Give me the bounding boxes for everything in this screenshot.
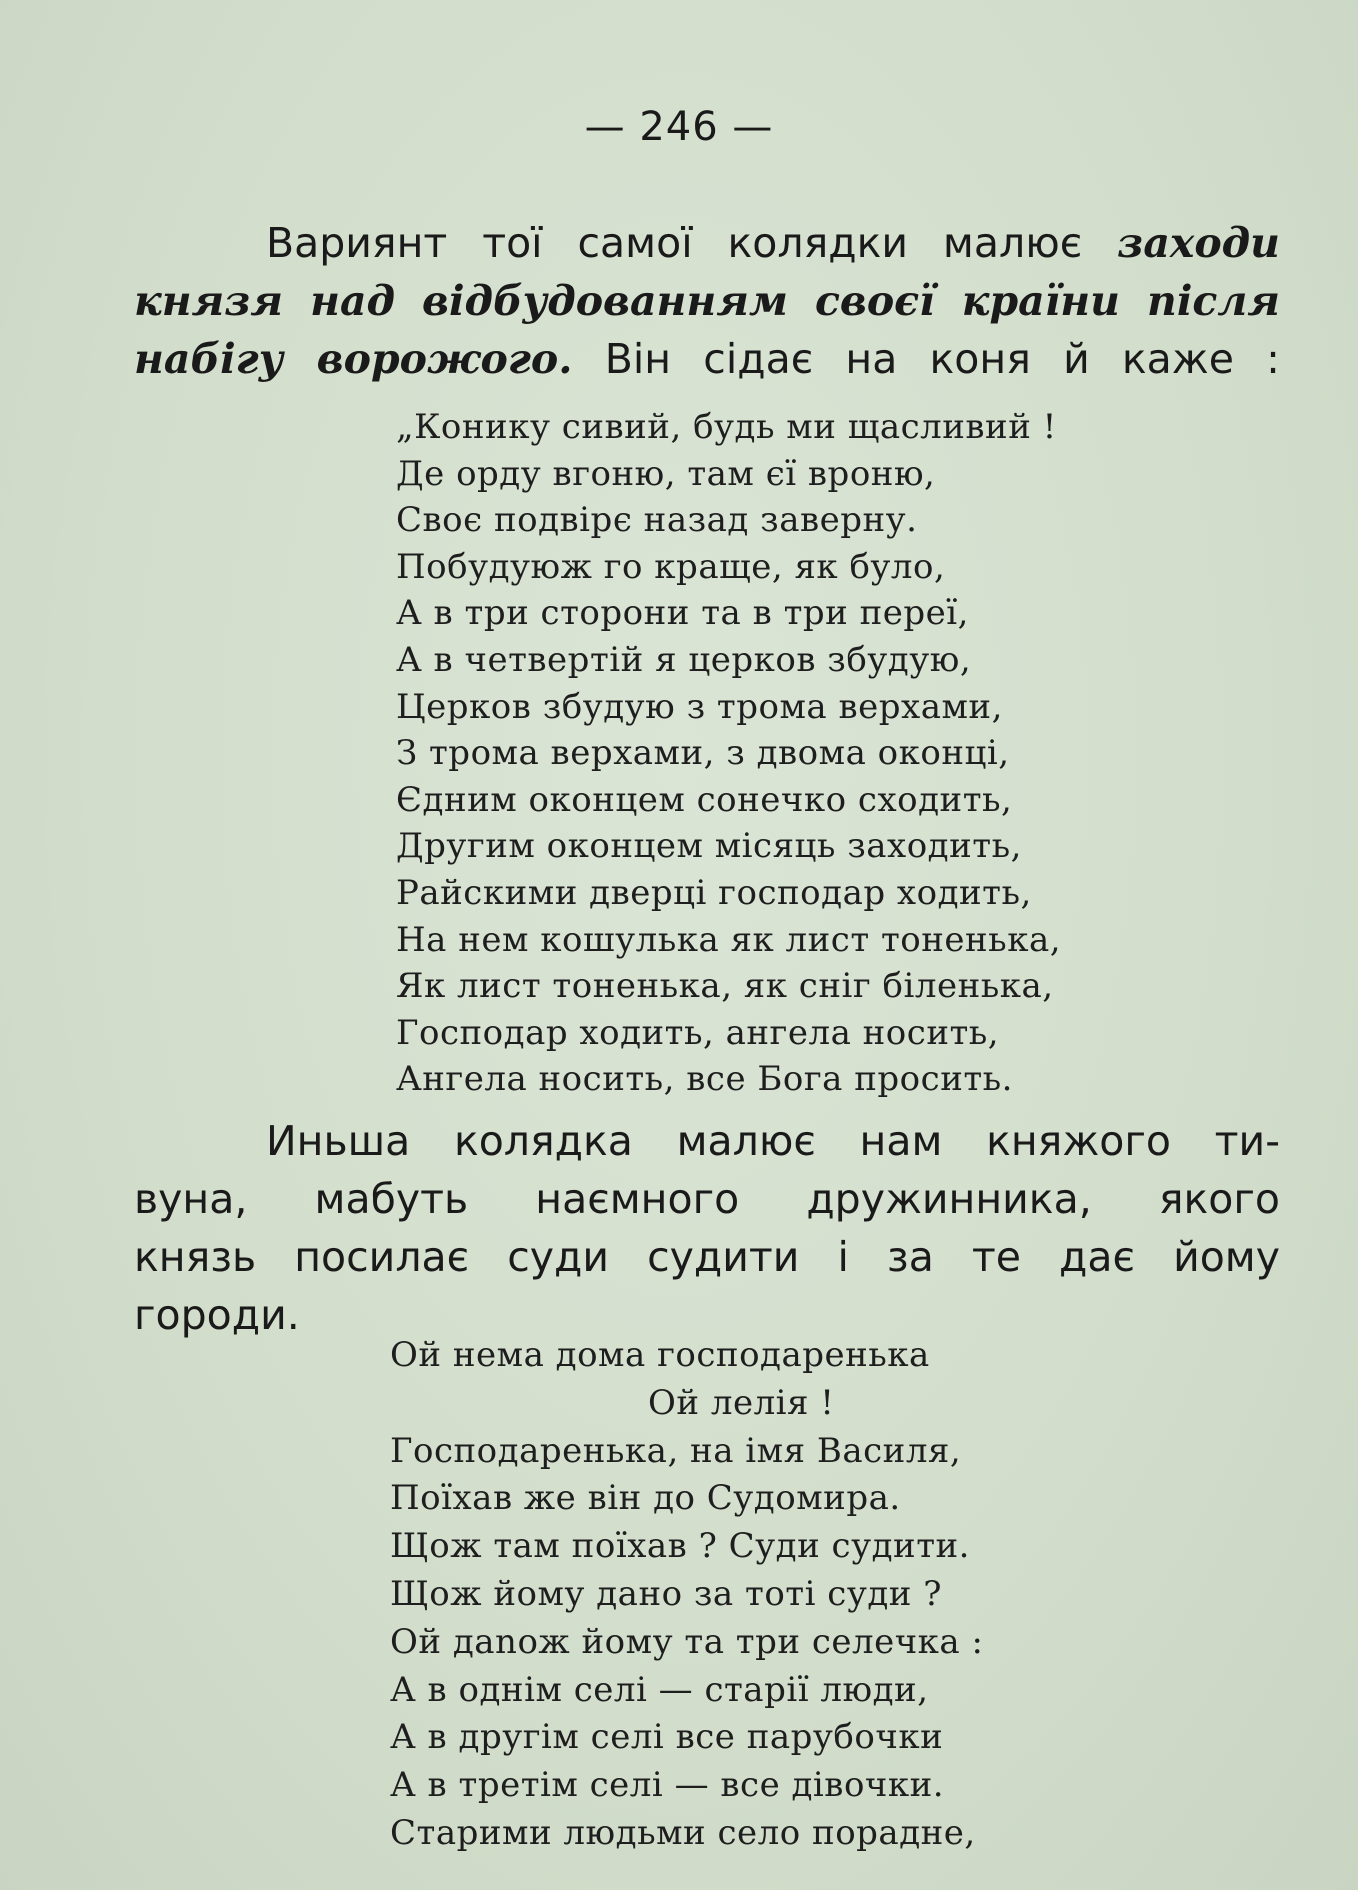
verse-line: А в третім селі — все дівочки.: [390, 1765, 945, 1806]
verse-line: Ангела носить, все Бога просить.: [396, 1059, 1013, 1100]
verse-line: Своє подвірє назад заверну.: [396, 500, 918, 541]
verse-line: „Конику сивий, будь ми щасливий !: [396, 407, 1057, 447]
verse-line: Другим оконцем місяць заходить,: [396, 826, 1022, 867]
emphasis-text: князя над відбудованням своєї країни після: [134, 277, 1280, 325]
paragraph-intro: [134, 214, 1280, 388]
verse-line: А в четвертій я церков збудую,: [396, 639, 972, 680]
verse-line: На нем кошулька як лист тоненька,: [396, 919, 1062, 960]
verse-line: Побудуюж го краще, як було,: [396, 546, 946, 587]
verse-line: Райскими дверці господар ходить,: [396, 872, 1032, 913]
verse-line: Єдним оконцем сонечко сходить,: [396, 779, 1013, 820]
paragraph-line: набігу ворожого. Він сідає на коня й каже :: [134, 335, 1280, 383]
verse-line: А в другім селі все парубочки: [390, 1717, 944, 1758]
verse-line: Старими людьми село порадне,: [390, 1812, 976, 1853]
verse-line: Господаренька, на імя Василя,: [390, 1430, 962, 1471]
verse-line: Ой даnож йому та три селечка :: [390, 1621, 984, 1662]
emphasis-text: набігу ворожого.: [134, 335, 573, 383]
verse-carol-2: [390, 1332, 983, 1858]
verse-line: Господар ходить, ангела носить,: [396, 1012, 1000, 1053]
verse-carol-1: [396, 404, 1061, 1103]
paragraph-line: [134, 272, 1280, 330]
verse-line: Як лист тоненька, як сніг біленька,: [396, 966, 1054, 1007]
verse-line: Де орду вгоню, там єї вроню,: [396, 453, 936, 494]
paragraph-line: вуна, мабуть наємного дружинника, якого: [134, 1175, 1280, 1223]
verse-line: Ой нема дома господаренька: [390, 1335, 930, 1375]
verse-line: Церков збудую з трома верхами,: [396, 686, 1003, 727]
verse-line: А в три сторони та в три переї,: [396, 593, 969, 634]
verse-line: З трома верхами, з двома оконці,: [396, 733, 1010, 774]
verse-line: Щож йому дано за тоті суди ?: [390, 1573, 942, 1614]
paragraph-line: Иньша колядка малює нам княжого ти-: [266, 1117, 1280, 1165]
paragraph-line: Вариянт тої самої колядки малює заходи: [266, 219, 1280, 267]
page-number: — 246 —: [584, 104, 774, 150]
paragraph-tivun: [134, 1112, 1280, 1344]
verse-line: Поїхав же він до Судомира.: [390, 1478, 901, 1519]
paragraph-line: князь посилає суди судити і за те дає йому: [134, 1233, 1280, 1281]
verse-line: А в однім селі — старії люди,: [390, 1669, 929, 1710]
paragraph-line: городи.: [134, 1291, 300, 1339]
verse-line: Щож там поїхав ? Суди судити.: [390, 1526, 970, 1567]
verse-refrain: Ой лелія !: [648, 1382, 835, 1423]
emphasis-text: заходи: [1117, 219, 1280, 267]
